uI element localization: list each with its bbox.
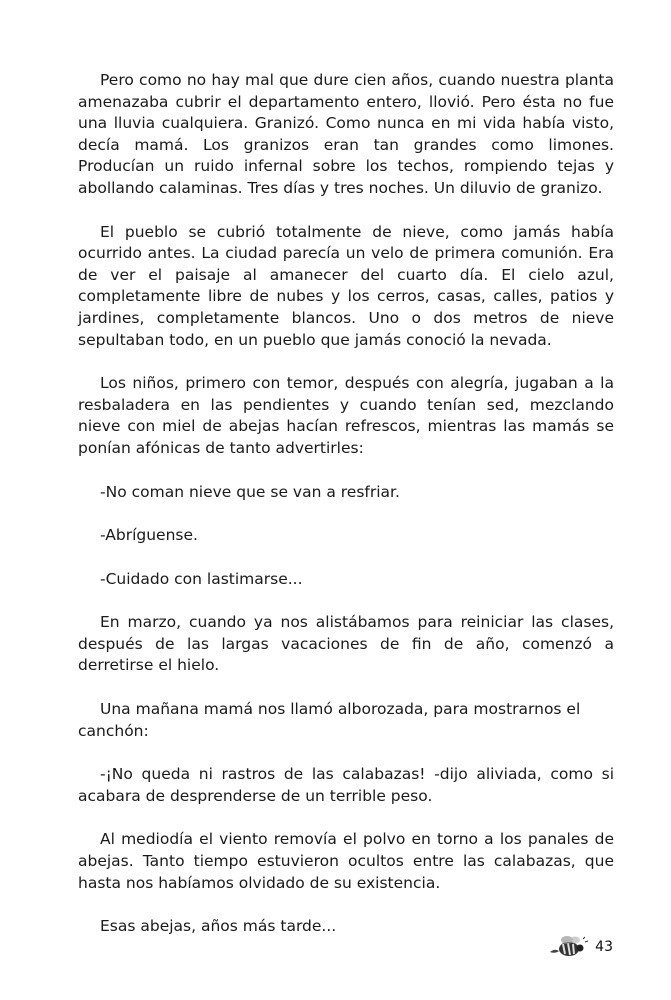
paragraph-morning: Una mañana mamá nos llamó alborozada, para mostrarnos el canchón: <box>78 700 581 740</box>
page-footer <box>547 934 613 960</box>
paragraph-march: En marzo, cuando ya nos alistábamos para reiniciar las clases, después de las largas vacaciones de fin de año, comenzó a derretirse el hielo. <box>78 613 614 675</box>
paragraph-hail: Pero como no hay mal que dure cien años, cuando nuestra planta amenazaba cubrir el departamento entero, llovió. Pero ésta no fue una lluvia cualquiera. Granizó. Como nunca en mi vida había visto, decía mamá. Los granizos eran tan grandes como limones. Producían un ruido infernal sobre los techos, rompiendo tejas y abollando calaminas. Tres días y tres noches. Un diluvio de granizo. <box>78 71 614 197</box>
dialogue-line-3: -Cuidado con lastimarse... <box>100 569 303 588</box>
paragraph-noon: Al mediodía el viento removía el polvo en torno a los panales de abejas. Tanto tiempo estuvieron ocultos entre las calabazas, que hasta nos habíamos olvidado de su existencia. <box>78 830 614 892</box>
paragraph-snow: El pueblo se cubrió totalmente de nieve, como jamás había ocurrido antes. La ciudad parecía un velo de primera comunión. Era de ver el paisaje al amanecer del cuarto día. El cielo azul, completamente libre de nubes y los cerros, casas, calles, patios y jardines, completamente blancos. Uno o dos metros de nieve sepultaban todo, en un pueblo que jamás conoció la nevada. <box>78 222 614 349</box>
dialogue-line-4: -¡No queda ni rastros de las calabazas! -dijo aliviada, como si acabara de desprenderse de un terrible peso. <box>78 765 614 805</box>
paragraph-ending: Esas abejas, años más tarde... <box>100 917 337 936</box>
dialogue-line-1: -No coman nieve que se van a resfriar. <box>100 482 400 501</box>
bee-icon <box>547 934 589 960</box>
paragraph-children: Los niños, primero con temor, después con alegría, jugaban a la resbaladera en las pendientes y cuando tenían sed, mezclando nieve con miel de abejas hacían refrescos, mientras las mamás se ponían afónicas de tanto advertirles: <box>78 374 614 457</box>
page-number: 43 <box>595 939 613 955</box>
dialogue-line-2: -Abríguense. <box>100 526 198 545</box>
page-body <box>78 70 614 960</box>
